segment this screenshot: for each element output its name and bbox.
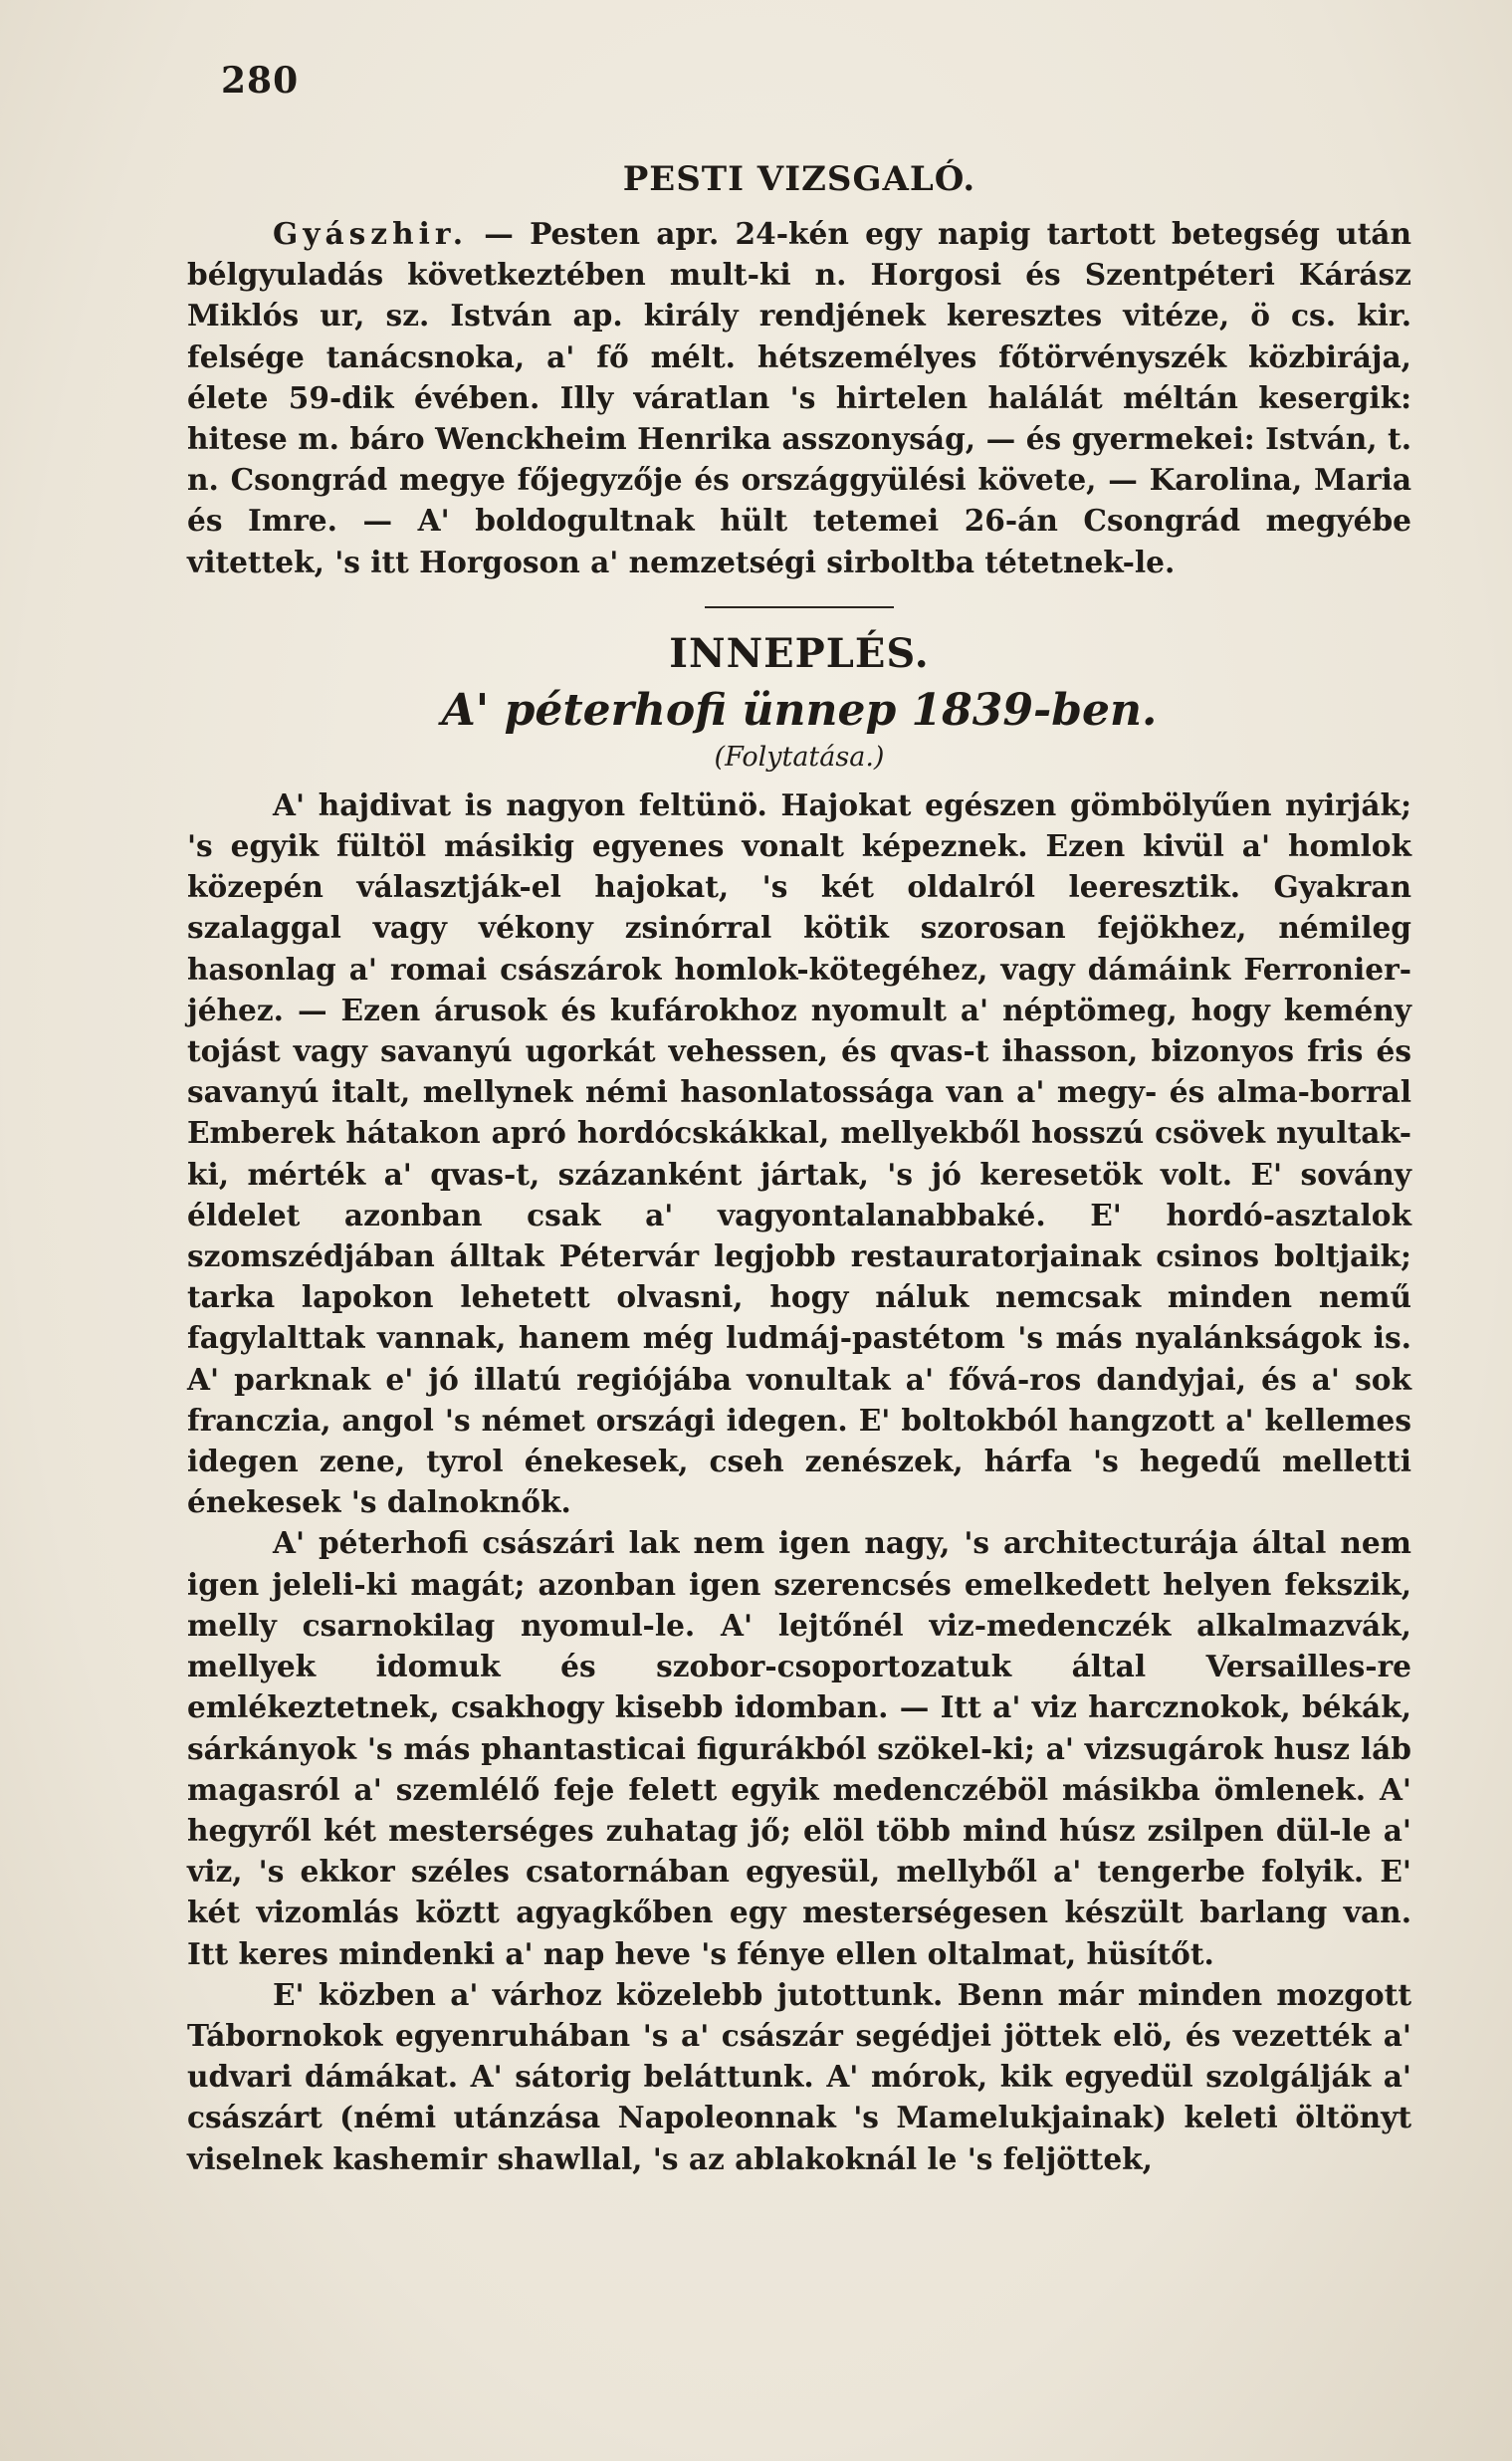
page-number: 280 [221, 60, 300, 102]
section-heading-inneples: INNEPLÉS. [669, 629, 930, 677]
section-divider [705, 606, 894, 608]
article-paragraph-2: A' péterhofi császári lak nem igen nagy, 's architecturája által nem igen jeleli-ki magát; azonban igen szerencsés emelkedett helyen fekszik, melly csarnokilag nyomul-le. A' lejtőnél viz-medenczék alkalmazvák, mellyek idomuk és szobor-csoportozatuk által Versailles-re emlékeztetnek, csakhogy kisebb idomban. — Itt a' viz harcznokok, békák, sárkányok 's más phantasticai figurákból szökel-ki; a' vizsugárok husz láb magasról a' szemlélő feje felett egyik medenczéböl másikba ömlenek. A' hegyről két mesterséges zuhatag jő; elöl több mind húsz zsilpen dül-le a' viz, 's ekkor széles csatornában egyesül, mellyből a' tengerbe folyik. E' két vizomlás köztt agyagkőben egy mesterségesen készült barlang van. Itt keres mindenki a' nap heve 's fénye ellen oltalmat, hüsítőt. [187, 1525, 1411, 1971]
section-heading-pesti-vizsgalo: PESTI VIZSGALÓ. [622, 159, 976, 199]
obituary-label: Gyászhir. [273, 216, 469, 251]
continuation-note: (Folytatása.) [714, 741, 885, 773]
text-column [187, 159, 1411, 2179]
obituary-text: — Pesten apr. 24-kén egy napig tartott betegség után bélgyuladás következtében mult-ki n. Horgosi és Szentpéteri Kárász Miklós ur, sz. István ap. király rendjének keresztes vitéze, ö cs. kir. felsége tanácsnoka, a' fő mélt. hétszemélyes főtörvényszék közbirája, élete 59-dik évében. Illy váratlan 's hirtelen halálát méltán kesergik: hitese m. báro Wenckheim Henrika asszonyság, — és gyermekei: István, t. n. Csongrád megye főjegyzője és országgyülési követe, — Karolina, Maria és Imre. — A' boldogultnak hült tetemei 26-án Csongrád megyébe vitettek, 's itt Horgoson a' nemzetségi sirboltba tétetnek-le. [187, 216, 1411, 579]
obituary-paragraph [187, 213, 1411, 582]
article-paragraph-3: E' közben a' várhoz közelebb jutottunk. Benn már minden mozgott Tábornokok egyenruhában 's a' császár segédjei jöttek elö, és vezették a' udvari dámákat. A' sátorig beláttunk. A' mórok, kik egyedül szolgálják a' császárt (némi utánzása Napoleonnak 's Mamelukjainak) keleti öltönyt viselnek kashemir shawllal, 's az ablakoknál le 's feljöttek, [187, 1976, 1411, 2176]
article-title: A' péterhofi ünnep 1839-ben. [441, 684, 1158, 736]
article-paragraph-1: A' hajdivat is nagyon feltünö. Hajokat egészen gömbölyűen nyirják; 's egyik fültöl másikig egyenes vonalt képeznek. Ezen kivül a' homlok közepén választják-el hajokat, 's két oldalról leeresztik. Gyakran szalaggal vagy vékony zsinórral kötik szorosan fejökhez, némileg hasonlag a' romai császárok homlok-kötegéhez, vagy dámáink Ferronier-jéhez. — Ezen árusok és kufárokhoz nyomult a' néptömeg, hogy kemény tojást vagy savanyú ugorkát vehessen, és qvas-t ihasson, bizonyos fris és savanyú italt, mellynek némi hasonlatossága van a' megy- és alma-borral Emberek hátakon apró hordócskákkal, mellyekből hosszú csövek nyultak-ki, mérték a' qvas-t, százanként jártak, 's jó keresetök volt. E' sovány éldelet azonban csak a' vagyontalanabbaké. E' hordó-asztalok szomszédjában álltak Pétervár legjobb restauratorjainak csinos boltjaik; tarka lapokon lehetett olvasni, hogy náluk nemcsak minden nemű fagylalttak vannak, hanem még ludmáj-pastétom 's más nyalánkságok is. A' parknak e' jó illatú regiójába vonultak a' fővá-ros dandyjai, és a' sok franczia, angol 's német országi idegen. E' boltokból hangzott a' kellemes idegen zene, tyrol énekesek, cseh zenészek, hárfa 's hegedű melletti énekesek 's dalnoknők. [187, 786, 1411, 1520]
